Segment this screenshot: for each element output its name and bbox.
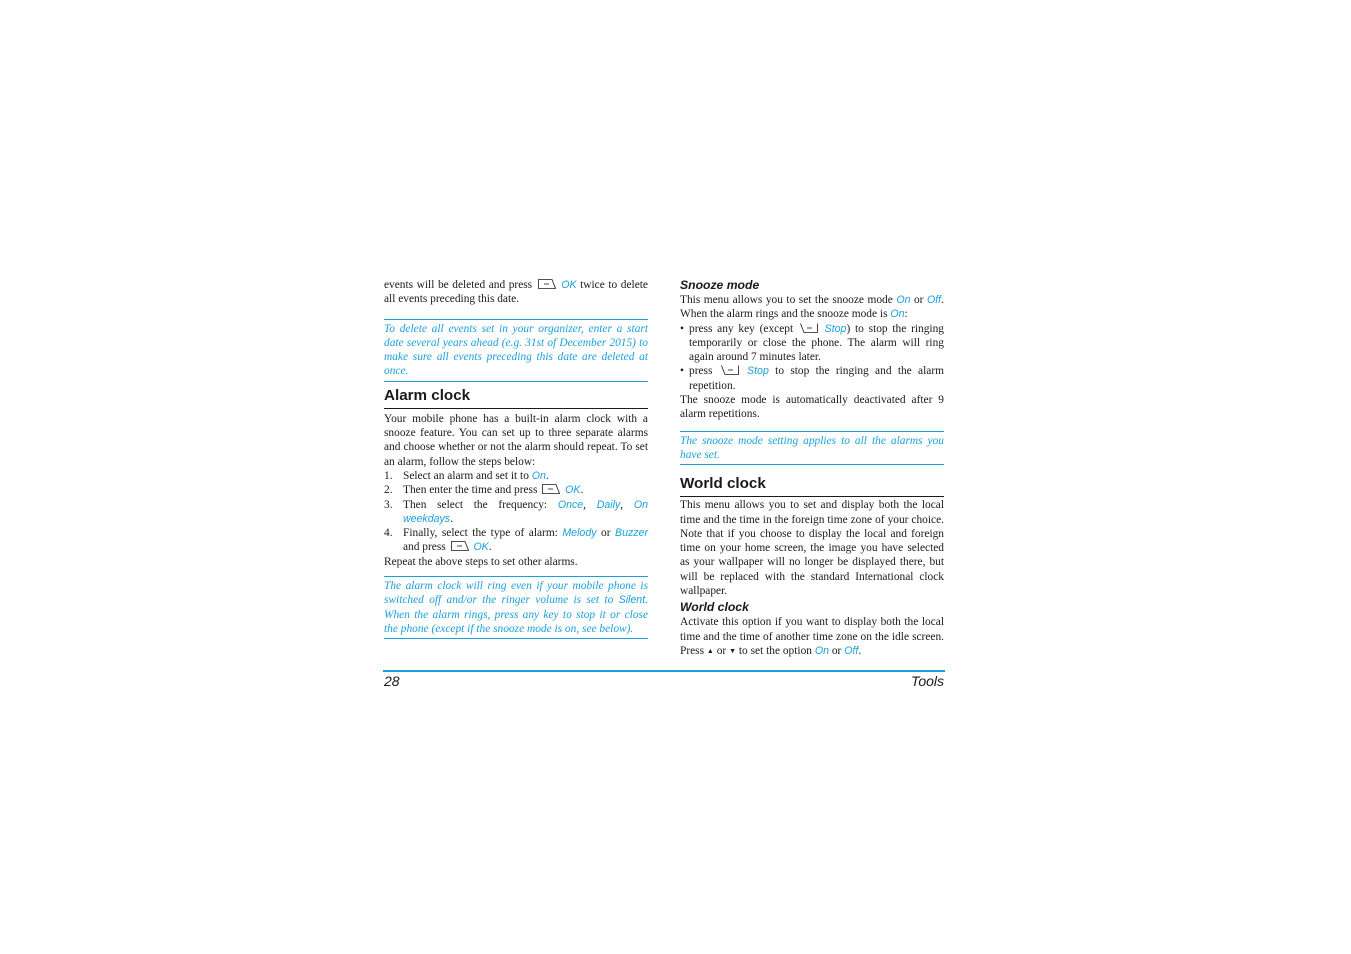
- snooze-paragraph: This menu allows you to set the snooze mode On or Off. When the alarm rings and the snooze mode is On:: [680, 294, 944, 321]
- note-alarm-rings: The alarm clock will ring even if your mobile phone is switched off and/or the ringer volume is set to Silent. When the alarm rings, press any key to stop it or close the phone (except if the snooze mode is on, see below).: [384, 576, 648, 639]
- page-number: 28: [384, 673, 400, 689]
- note-snooze-setting: The snooze mode setting applies to all the alarms you have set.: [680, 431, 944, 466]
- list-item: • press any key (except Stop) to stop the ringing temporarily or close the phone. The alarm will ring again around 7 minutes later.: [680, 322, 944, 364]
- left-softkey-icon: [721, 365, 739, 375]
- left-softkey-icon: [800, 323, 818, 333]
- alarm-intro-paragraph: Your mobile phone has a built-in alarm clock with a snooze feature. You can set up to three separate alarms and choose whether or not the alarm should repeat. To set an alarm, follow the steps below:: [384, 412, 648, 468]
- snooze-bullet-list: [680, 322, 944, 393]
- section-title: Tools: [911, 673, 944, 689]
- alarm-steps-list: [384, 469, 648, 555]
- nav-down-icon: ▼: [729, 646, 737, 655]
- right-column: [680, 278, 944, 658]
- repeat-paragraph: Repeat the above steps to set other alarms.: [384, 555, 578, 568]
- snooze-deactivate-paragraph: The snooze mode is automatically deactivated after 9 alarm repetitions.: [680, 394, 944, 421]
- heading-world-clock: World clock: [680, 474, 944, 497]
- nav-up-icon: ▲: [706, 646, 714, 655]
- heading-snooze-mode: Snooze mode: [680, 278, 760, 292]
- left-column: [384, 278, 648, 639]
- list-item: 3. Then select the frequency: Once, Daily, On weekdays.: [384, 498, 648, 525]
- list-item: 1. Select an alarm and set it to On.: [384, 469, 549, 482]
- ok-key-label: OK: [561, 279, 577, 291]
- right-softkey-icon: [451, 541, 469, 551]
- heading-alarm-clock: Alarm clock: [384, 386, 648, 409]
- right-softkey-icon: [538, 279, 556, 289]
- footer-divider: [383, 670, 945, 672]
- world-clock-option-paragraph: Activate this option if you want to display both the local time and the time of another time zone on the idle screen. Press ▲ or ▼ to set the option On or Off.: [680, 616, 944, 657]
- list-item: 2. Then enter the time and press OK.: [384, 484, 584, 497]
- note-delete-events: To delete all events set in your organizer, enter a start date several years ahead (e.g. 31st of December 2015) to make sure all events preceding this date are deleted at once.: [384, 319, 648, 382]
- list-item: 4. Finally, select the type of alarm: Melody or Buzzer and press OK.: [384, 527, 648, 554]
- world-clock-paragraph: This menu allows you to set and display both the local time and the time in the foreign time zone of your choice. Note that if you choose to display the local and foreign time on your home screen, the image you have selected as your wallpaper will no longer be displayed there, but will be replaced with the standard International clock wallpaper.: [680, 499, 944, 598]
- intro-paragraph: events will be deleted and press OK twice to delete all events preceding this date.: [384, 279, 648, 306]
- list-item: • press Stop to stop the ringing and the alarm repetition.: [680, 365, 944, 392]
- right-softkey-icon: [542, 484, 560, 494]
- subheading-world-clock: World clock: [680, 600, 749, 615]
